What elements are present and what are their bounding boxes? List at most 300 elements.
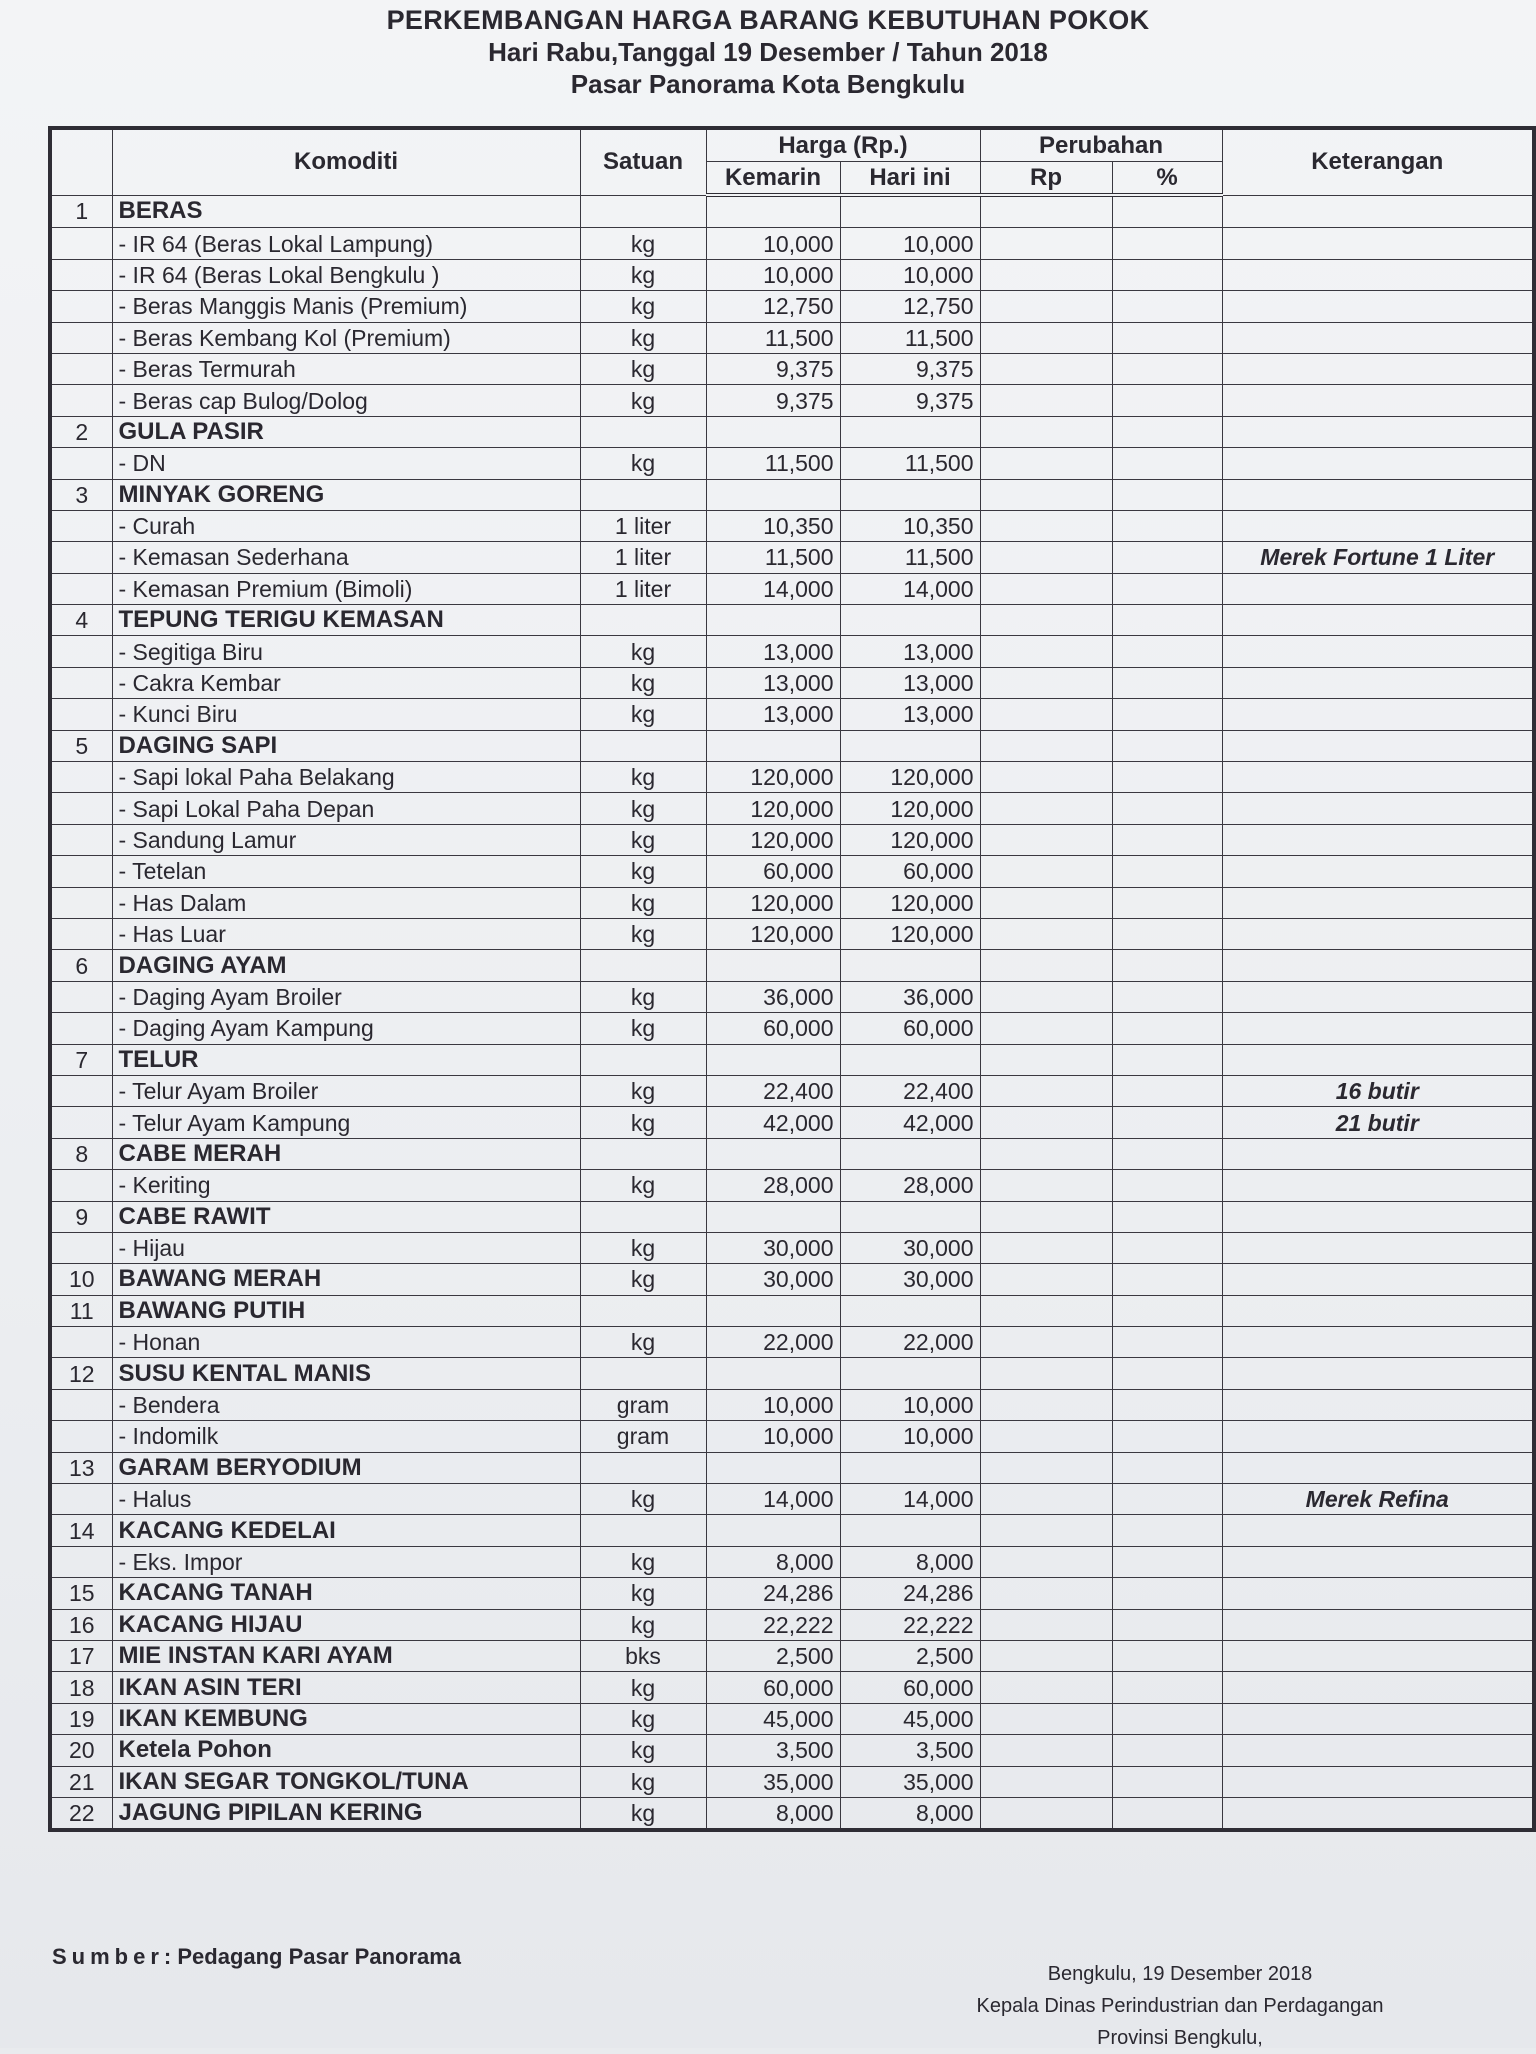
commodity-name: - DN bbox=[112, 448, 580, 479]
commodity-name: SUSU KENTAL MANIS bbox=[112, 1358, 580, 1389]
row-number: 9 bbox=[50, 1201, 112, 1232]
row-number: 21 bbox=[50, 1766, 112, 1797]
row-number bbox=[50, 887, 112, 918]
unit-cell: kg bbox=[580, 1232, 706, 1263]
price-yesterday: 14,000 bbox=[706, 1484, 840, 1515]
change-percent bbox=[1112, 573, 1222, 604]
item-row bbox=[50, 1546, 1534, 1577]
row-number: 6 bbox=[50, 950, 112, 981]
item-row bbox=[50, 887, 1534, 918]
change-rp bbox=[980, 1232, 1112, 1263]
commodity-name: BAWANG MERAH bbox=[112, 1264, 580, 1295]
price-today: 30,000 bbox=[840, 1232, 980, 1263]
commodity-name: KACANG KEDELAI bbox=[112, 1515, 580, 1546]
price-today: 120,000 bbox=[840, 762, 980, 793]
unit-cell: kg bbox=[580, 1766, 706, 1797]
price-yesterday: 11,500 bbox=[706, 542, 840, 573]
price-today: 2,500 bbox=[840, 1640, 980, 1671]
price-yesterday: 60,000 bbox=[706, 1013, 840, 1044]
change-percent bbox=[1112, 542, 1222, 573]
note-cell bbox=[1222, 1327, 1534, 1358]
commodity-name: IKAN SEGAR TONGKOL/TUNA bbox=[112, 1766, 580, 1797]
item-row bbox=[50, 1389, 1534, 1420]
item-row bbox=[50, 353, 1534, 384]
row-number bbox=[50, 385, 112, 416]
unit-cell bbox=[580, 1515, 706, 1546]
category-row bbox=[50, 1138, 1534, 1169]
price-yesterday: 9,375 bbox=[706, 353, 840, 384]
change-rp bbox=[980, 448, 1112, 479]
item-row bbox=[50, 510, 1534, 541]
note-cell bbox=[1222, 1170, 1534, 1201]
row-number bbox=[50, 1389, 112, 1420]
price-today: 60,000 bbox=[840, 1672, 980, 1703]
note-cell: 16 butir bbox=[1222, 1075, 1534, 1106]
item-row bbox=[50, 542, 1534, 573]
category-row bbox=[50, 1703, 1534, 1734]
unit-cell: kg bbox=[580, 1484, 706, 1515]
row-number: 11 bbox=[50, 1295, 112, 1326]
header-kemarin: Kemarin bbox=[706, 162, 840, 196]
note-cell bbox=[1222, 195, 1534, 228]
price-today: 10,350 bbox=[840, 510, 980, 541]
price-yesterday bbox=[706, 1138, 840, 1169]
price-yesterday: 22,400 bbox=[706, 1075, 840, 1106]
commodity-name: - Honan bbox=[112, 1327, 580, 1358]
item-row bbox=[50, 1075, 1534, 1106]
row-number: 18 bbox=[50, 1672, 112, 1703]
header-hari-ini: Hari ini bbox=[840, 162, 980, 196]
category-row bbox=[50, 605, 1534, 636]
change-rp bbox=[980, 824, 1112, 855]
row-number bbox=[50, 1075, 112, 1106]
item-row bbox=[50, 667, 1534, 698]
price-today: 9,375 bbox=[840, 385, 980, 416]
change-rp bbox=[980, 1515, 1112, 1546]
price-yesterday: 22,000 bbox=[706, 1327, 840, 1358]
note-cell bbox=[1222, 1044, 1534, 1075]
unit-cell: kg bbox=[580, 322, 706, 353]
change-rp bbox=[980, 636, 1112, 667]
document-market: Pasar Panorama Kota Bengkulu bbox=[570, 69, 966, 99]
price-yesterday: 24,286 bbox=[706, 1578, 840, 1609]
note-cell bbox=[1222, 510, 1534, 541]
header-satuan: Satuan bbox=[580, 128, 706, 195]
header-persen: % bbox=[1112, 162, 1222, 196]
note-cell bbox=[1222, 981, 1534, 1012]
change-percent bbox=[1112, 1075, 1222, 1106]
change-rp bbox=[980, 699, 1112, 730]
note-cell: Merek Fortune 1 Liter bbox=[1222, 542, 1534, 573]
price-today: 120,000 bbox=[840, 824, 980, 855]
price-today: 60,000 bbox=[840, 856, 980, 887]
price-yesterday: 28,000 bbox=[706, 1170, 840, 1201]
change-percent bbox=[1112, 1044, 1222, 1075]
change-percent bbox=[1112, 510, 1222, 541]
item-row bbox=[50, 1327, 1534, 1358]
note-cell bbox=[1222, 1295, 1534, 1326]
price-yesterday bbox=[706, 195, 840, 228]
change-rp bbox=[980, 1546, 1112, 1577]
table-header-row bbox=[50, 128, 1534, 162]
commodity-name: - Daging Ayam Broiler bbox=[112, 981, 580, 1012]
price-yesterday: 8,000 bbox=[706, 1546, 840, 1577]
sign-office: Kepala Dinas Perindustrian dan Perdagangan bbox=[976, 1995, 1384, 2017]
note-cell bbox=[1222, 1515, 1534, 1546]
item-row bbox=[50, 1232, 1534, 1263]
price-yesterday: 9,375 bbox=[706, 385, 840, 416]
change-percent bbox=[1112, 1672, 1222, 1703]
row-number: 16 bbox=[50, 1609, 112, 1640]
price-today: 11,500 bbox=[840, 322, 980, 353]
price-today: 36,000 bbox=[840, 981, 980, 1012]
change-percent bbox=[1112, 605, 1222, 636]
row-number bbox=[50, 918, 112, 949]
unit-cell: kg bbox=[580, 448, 706, 479]
note-cell bbox=[1222, 1013, 1534, 1044]
price-today bbox=[840, 1201, 980, 1232]
price-yesterday: 60,000 bbox=[706, 856, 840, 887]
change-rp bbox=[980, 1327, 1112, 1358]
commodity-name: - Bendera bbox=[112, 1389, 580, 1420]
change-rp bbox=[980, 1170, 1112, 1201]
unit-cell: kg bbox=[580, 1327, 706, 1358]
price-yesterday: 14,000 bbox=[706, 573, 840, 604]
unit-cell bbox=[580, 950, 706, 981]
price-yesterday: 30,000 bbox=[706, 1264, 840, 1295]
price-yesterday: 120,000 bbox=[706, 793, 840, 824]
row-number: 15 bbox=[50, 1578, 112, 1609]
commodity-name: - Halus bbox=[112, 1484, 580, 1515]
price-yesterday: 11,500 bbox=[706, 448, 840, 479]
unit-cell: kg bbox=[580, 887, 706, 918]
price-today bbox=[840, 730, 980, 761]
commodity-name: IKAN ASIN TERI bbox=[112, 1672, 580, 1703]
row-number: 1 bbox=[50, 195, 112, 228]
unit-cell bbox=[580, 1138, 706, 1169]
row-number bbox=[50, 1327, 112, 1358]
change-rp bbox=[980, 416, 1112, 447]
category-row bbox=[50, 1264, 1534, 1295]
unit-cell bbox=[580, 479, 706, 510]
commodity-name: - Kemasan Premium (Bimoli) bbox=[112, 573, 580, 604]
change-percent bbox=[1112, 667, 1222, 698]
commodity-name: - Daging Ayam Kampung bbox=[112, 1013, 580, 1044]
note-cell bbox=[1222, 1640, 1534, 1671]
unit-cell: kg bbox=[580, 762, 706, 793]
change-rp bbox=[980, 1484, 1112, 1515]
category-row bbox=[50, 1515, 1534, 1546]
price-yesterday: 10,000 bbox=[706, 228, 840, 259]
header-perubahan: Perubahan bbox=[980, 128, 1222, 162]
row-number bbox=[50, 291, 112, 322]
row-number: 8 bbox=[50, 1138, 112, 1169]
change-percent bbox=[1112, 1703, 1222, 1734]
change-rp bbox=[980, 981, 1112, 1012]
note-cell bbox=[1222, 1201, 1534, 1232]
price-today: 12,750 bbox=[840, 291, 980, 322]
commodity-name: TEPUNG TERIGU KEMASAN bbox=[112, 605, 580, 636]
price-yesterday bbox=[706, 1295, 840, 1326]
unit-cell: kg bbox=[580, 1264, 706, 1295]
change-percent bbox=[1112, 1013, 1222, 1044]
row-number bbox=[50, 793, 112, 824]
note-cell bbox=[1222, 762, 1534, 793]
note-cell bbox=[1222, 1735, 1534, 1766]
price-today: 10,000 bbox=[840, 259, 980, 290]
unit-cell: gram bbox=[580, 1389, 706, 1420]
unit-cell: kg bbox=[580, 259, 706, 290]
note-cell bbox=[1222, 385, 1534, 416]
commodity-name: BAWANG PUTIH bbox=[112, 1295, 580, 1326]
category-row bbox=[50, 730, 1534, 761]
unit-cell bbox=[580, 195, 706, 228]
row-number: 3 bbox=[50, 479, 112, 510]
category-row bbox=[50, 950, 1534, 981]
price-yesterday: 13,000 bbox=[706, 636, 840, 667]
commodity-name: MINYAK GORENG bbox=[112, 479, 580, 510]
note-cell bbox=[1222, 824, 1534, 855]
price-yesterday: 10,000 bbox=[706, 1389, 840, 1420]
note-cell bbox=[1222, 1703, 1534, 1734]
sign-place-date: Bengkulu, 19 Desember 2018 bbox=[1047, 1963, 1313, 1985]
price-table bbox=[48, 126, 1536, 1832]
unit-cell: kg bbox=[580, 1578, 706, 1609]
price-today bbox=[840, 195, 980, 228]
row-number bbox=[50, 1170, 112, 1201]
source-label: Sumber bbox=[52, 1944, 164, 1969]
change-rp bbox=[980, 793, 1112, 824]
unit-cell: kg bbox=[580, 793, 706, 824]
note-cell bbox=[1222, 887, 1534, 918]
commodity-name: - Telur Ayam Broiler bbox=[112, 1075, 580, 1106]
note-cell bbox=[1222, 1766, 1534, 1797]
change-percent bbox=[1112, 1138, 1222, 1169]
change-percent bbox=[1112, 1578, 1222, 1609]
change-rp bbox=[980, 1389, 1112, 1420]
change-percent bbox=[1112, 259, 1222, 290]
commodity-name: - Telur Ayam Kampung bbox=[112, 1107, 580, 1138]
change-rp bbox=[980, 1672, 1112, 1703]
note-cell bbox=[1222, 793, 1534, 824]
price-today: 120,000 bbox=[840, 887, 980, 918]
price-today: 60,000 bbox=[840, 1013, 980, 1044]
category-row bbox=[50, 1609, 1534, 1640]
change-percent bbox=[1112, 1609, 1222, 1640]
header-rp: Rp bbox=[980, 162, 1112, 196]
row-number bbox=[50, 1546, 112, 1577]
commodity-name: BERAS bbox=[112, 195, 580, 228]
row-number bbox=[50, 322, 112, 353]
unit-cell: kg bbox=[580, 385, 706, 416]
note-cell bbox=[1222, 636, 1534, 667]
price-yesterday: 3,500 bbox=[706, 1735, 840, 1766]
change-percent bbox=[1112, 1358, 1222, 1389]
change-rp bbox=[980, 1735, 1112, 1766]
price-yesterday bbox=[706, 1358, 840, 1389]
item-row bbox=[50, 1107, 1534, 1138]
row-number: 14 bbox=[50, 1515, 112, 1546]
note-cell bbox=[1222, 1232, 1534, 1263]
commodity-name: - Kunci Biru bbox=[112, 699, 580, 730]
price-today: 11,500 bbox=[840, 448, 980, 479]
price-today: 13,000 bbox=[840, 699, 980, 730]
commodity-name: Ketela Pohon bbox=[112, 1735, 580, 1766]
item-row bbox=[50, 573, 1534, 604]
change-percent bbox=[1112, 322, 1222, 353]
change-rp bbox=[980, 1075, 1112, 1106]
unit-cell: kg bbox=[580, 1703, 706, 1734]
change-percent bbox=[1112, 1640, 1222, 1671]
row-number: 10 bbox=[50, 1264, 112, 1295]
change-percent bbox=[1112, 1170, 1222, 1201]
unit-cell bbox=[580, 730, 706, 761]
item-row bbox=[50, 1484, 1534, 1515]
category-row bbox=[50, 1672, 1534, 1703]
row-number: 20 bbox=[50, 1735, 112, 1766]
unit-cell: 1 liter bbox=[580, 510, 706, 541]
change-rp bbox=[980, 1358, 1112, 1389]
note-cell bbox=[1222, 1264, 1534, 1295]
price-yesterday bbox=[706, 730, 840, 761]
item-row bbox=[50, 385, 1534, 416]
category-row bbox=[50, 195, 1534, 228]
unit-cell: kg bbox=[580, 353, 706, 384]
change-percent bbox=[1112, 385, 1222, 416]
price-today: 30,000 bbox=[840, 1264, 980, 1295]
commodity-name: - Cakra Kembar bbox=[112, 667, 580, 698]
document-header bbox=[0, 4, 1536, 100]
change-rp bbox=[980, 1797, 1112, 1830]
row-number bbox=[50, 542, 112, 573]
note-cell bbox=[1222, 479, 1534, 510]
price-yesterday: 11,500 bbox=[706, 322, 840, 353]
price-yesterday bbox=[706, 1201, 840, 1232]
unit-cell: gram bbox=[580, 1421, 706, 1452]
change-rp bbox=[980, 291, 1112, 322]
note-cell bbox=[1222, 1672, 1534, 1703]
row-number: 2 bbox=[50, 416, 112, 447]
change-percent bbox=[1112, 1232, 1222, 1263]
unit-cell bbox=[580, 1044, 706, 1075]
commodity-name: - Beras Kembang Kol (Premium) bbox=[112, 322, 580, 353]
unit-cell bbox=[580, 1358, 706, 1389]
row-number: 13 bbox=[50, 1452, 112, 1483]
change-percent bbox=[1112, 856, 1222, 887]
item-row bbox=[50, 636, 1534, 667]
note-cell bbox=[1222, 667, 1534, 698]
note-cell bbox=[1222, 353, 1534, 384]
price-today: 22,000 bbox=[840, 1327, 980, 1358]
price-today: 13,000 bbox=[840, 667, 980, 698]
item-row bbox=[50, 259, 1534, 290]
change-rp bbox=[980, 856, 1112, 887]
price-yesterday bbox=[706, 1452, 840, 1483]
row-number bbox=[50, 228, 112, 259]
change-percent bbox=[1112, 1484, 1222, 1515]
price-yesterday: 10,000 bbox=[706, 1421, 840, 1452]
note-cell bbox=[1222, 228, 1534, 259]
change-percent bbox=[1112, 1295, 1222, 1326]
change-percent bbox=[1112, 793, 1222, 824]
item-row bbox=[50, 918, 1534, 949]
change-rp bbox=[980, 1703, 1112, 1734]
change-percent bbox=[1112, 699, 1222, 730]
note-cell bbox=[1222, 1138, 1534, 1169]
change-percent bbox=[1112, 416, 1222, 447]
price-yesterday: 120,000 bbox=[706, 762, 840, 793]
price-today bbox=[840, 1358, 980, 1389]
unit-cell: kg bbox=[580, 699, 706, 730]
item-row bbox=[50, 824, 1534, 855]
unit-cell: kg bbox=[580, 856, 706, 887]
header-komoditi: Komoditi bbox=[112, 128, 580, 195]
change-percent bbox=[1112, 228, 1222, 259]
commodity-name: IKAN KEMBUNG bbox=[112, 1703, 580, 1734]
commodity-name: GULA PASIR bbox=[112, 416, 580, 447]
unit-cell: kg bbox=[580, 981, 706, 1012]
category-row bbox=[50, 1358, 1534, 1389]
unit-cell: kg bbox=[580, 1797, 706, 1830]
price-today: 45,000 bbox=[840, 1703, 980, 1734]
row-number bbox=[50, 510, 112, 541]
unit-cell bbox=[580, 605, 706, 636]
row-number bbox=[50, 667, 112, 698]
price-yesterday bbox=[706, 605, 840, 636]
price-today: 8,000 bbox=[840, 1546, 980, 1577]
price-today: 24,286 bbox=[840, 1578, 980, 1609]
commodity-name: - Eks. Impor bbox=[112, 1546, 580, 1577]
commodity-name: KACANG TANAH bbox=[112, 1578, 580, 1609]
price-yesterday: 8,000 bbox=[706, 1797, 840, 1830]
price-today bbox=[840, 1515, 980, 1546]
change-percent bbox=[1112, 353, 1222, 384]
change-percent bbox=[1112, 1421, 1222, 1452]
note-cell: 21 butir bbox=[1222, 1107, 1534, 1138]
change-percent bbox=[1112, 762, 1222, 793]
change-rp bbox=[980, 542, 1112, 573]
note-cell bbox=[1222, 1546, 1534, 1577]
commodity-name: - Segitiga Biru bbox=[112, 636, 580, 667]
row-number bbox=[50, 259, 112, 290]
change-rp bbox=[980, 1640, 1112, 1671]
change-rp bbox=[980, 1264, 1112, 1295]
item-row bbox=[50, 322, 1534, 353]
commodity-name: - Beras Manggis Manis (Premium) bbox=[112, 291, 580, 322]
change-rp bbox=[980, 1013, 1112, 1044]
change-percent bbox=[1112, 1107, 1222, 1138]
price-yesterday: 30,000 bbox=[706, 1232, 840, 1263]
commodity-name: CABE RAWIT bbox=[112, 1201, 580, 1232]
note-cell bbox=[1222, 322, 1534, 353]
unit-cell bbox=[580, 1452, 706, 1483]
category-row bbox=[50, 1578, 1534, 1609]
row-number: 7 bbox=[50, 1044, 112, 1075]
change-percent bbox=[1112, 950, 1222, 981]
category-row bbox=[50, 1044, 1534, 1075]
change-rp bbox=[980, 667, 1112, 698]
item-row bbox=[50, 1170, 1534, 1201]
note-cell bbox=[1222, 1797, 1534, 1830]
unit-cell bbox=[580, 416, 706, 447]
change-rp bbox=[980, 228, 1112, 259]
note-cell bbox=[1222, 416, 1534, 447]
commodity-name: CABE MERAH bbox=[112, 1138, 580, 1169]
price-today: 10,000 bbox=[840, 1389, 980, 1420]
change-rp bbox=[980, 1452, 1112, 1483]
change-percent bbox=[1112, 636, 1222, 667]
row-number bbox=[50, 699, 112, 730]
